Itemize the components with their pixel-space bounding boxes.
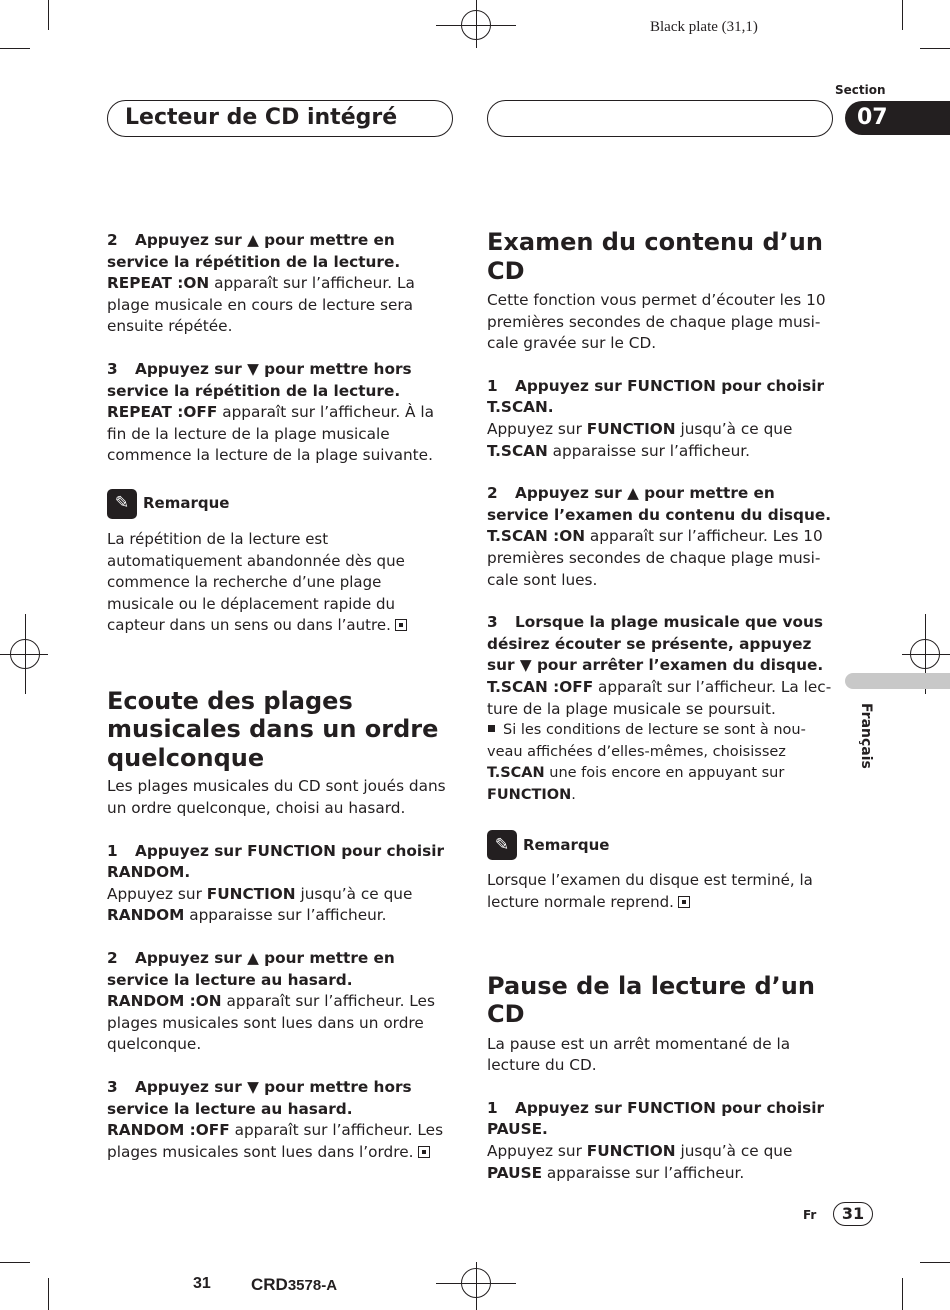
end-mark-icon xyxy=(678,896,690,908)
pencil-icon: ✎ xyxy=(107,489,137,519)
section-label: Section xyxy=(835,83,886,97)
section-intro: La pause est un arrêt momentané de la lecture du CD. xyxy=(487,1034,791,1075)
step-body: REPEAT :ON apparaît sur l’afficheur. La plage musicale en cours de lecture sera ensuite répétée. xyxy=(107,274,415,336)
step-title: 1 Appuyez sur FUNCTION pour choisir PAUSE. xyxy=(487,1098,825,1139)
crop-mark xyxy=(920,1262,950,1263)
step-title: 2 Appuyez sur ▲ pour mettre en service la lecture au hasard. xyxy=(107,948,395,989)
section-number: 07 xyxy=(845,101,950,135)
note-text: Lorsque l’examen du disque est terminé, la lecture normale reprend. xyxy=(487,871,813,912)
step-body: Appuyez sur FUNCTION jusqu’à ce que PAUSE apparaisse sur l’afficheur. xyxy=(487,1142,793,1182)
crop-mark xyxy=(48,1278,49,1310)
step-title: 3 Lorsque la plage musicale que vous désirez écouter se présente, appuyez sur ▼ pour arrêter l’examen du disque. xyxy=(487,613,824,675)
step-body: Appuyez sur FUNCTION jusqu’à ce que RANDOM apparaisse sur l’afficheur. xyxy=(107,884,413,925)
registration-line xyxy=(0,654,48,655)
step-title: 1 Appuyez sur FUNCTION pour choisir T.SCAN. xyxy=(487,376,825,417)
note-header: ✎ Remarque xyxy=(487,830,833,860)
right-column xyxy=(487,228,833,1184)
crop-mark xyxy=(902,0,903,30)
crop-mark xyxy=(0,1262,30,1263)
step-body: T.SCAN :ON apparaît sur l’afficheur. Les 10 premières secondes de chaque plage musicale sont lues. xyxy=(487,527,823,589)
page-number: 31 xyxy=(833,1202,873,1226)
language-label: Français xyxy=(858,703,874,769)
end-mark-icon xyxy=(418,1146,430,1158)
step-title: 2 Appuyez sur ▲ pour mettre en service la répétition de la lecture. xyxy=(107,231,401,271)
header-empty-frame xyxy=(487,100,833,137)
step-body: T.SCAN :OFF apparaît sur l’afficheur. La lecture de la plage musicale se poursuit. xyxy=(487,677,832,718)
pencil-icon: ✎ xyxy=(487,830,517,860)
left-column xyxy=(107,230,453,1163)
note-text: La répétition de la lecture est automatiquement abandonnée dès que commence la recherche d’une plage musicale ou le déplacement rapide du capteur dans un sens ou dans l’autre. xyxy=(107,529,453,637)
step-body: RANDOM :ON apparaît sur l’afficheur. Les plages musicales sont lues dans un ordre quelconque. xyxy=(107,992,435,1054)
registration-line xyxy=(902,654,950,655)
end-mark-icon xyxy=(395,619,407,631)
crop-mark xyxy=(902,1278,903,1310)
language-tab xyxy=(845,673,950,689)
bullet-note: Si les conditions de lecture se sont à nouveau affichées d’elles-mêmes, choisissez T.SCAN une fois encore en appuyant sur FUNCTION. xyxy=(487,722,806,803)
step-title: 3 Appuyez sur ▼ pour mettre hors service la lecture au hasard. xyxy=(107,1077,412,1118)
registration-line xyxy=(25,614,26,694)
footer-page: 31 xyxy=(193,1275,211,1292)
section-heading: Examen du contenu d’un CD xyxy=(487,228,823,285)
step-body: REPEAT :OFF apparaît sur l’afficheur. À la fin de la lecture de la plage musicale commence la lecture de la plage suivante. xyxy=(107,403,434,465)
step-title: 2 Appuyez sur ▲ pour mettre en service l’examen du contenu du disque. xyxy=(487,484,832,524)
step-body: Appuyez sur FUNCTION jusqu’à ce que T.SCAN apparaisse sur l’afficheur. xyxy=(487,419,793,460)
crop-mark xyxy=(48,0,49,30)
section-intro: Cette fonction vous permet d’écouter les 10 premières secondes de chaque plage musicale gravée sur le CD. xyxy=(487,291,826,353)
bullet-icon xyxy=(488,725,495,732)
crop-mark xyxy=(920,48,950,49)
step-title: 3 Appuyez sur ▼ pour mettre hors service la répétition de la lecture. xyxy=(107,359,412,400)
crop-mark xyxy=(0,48,30,49)
chapter-title: Lecteur de CD intégré xyxy=(107,100,453,137)
section-heading: Ecoute des plages musicales dans un ordre quelconque xyxy=(107,686,439,772)
footer-model: CRD3578-A xyxy=(251,1275,338,1294)
registration-line xyxy=(476,1262,477,1310)
section-intro: Les plages musicales du CD sont joués dans un ordre quelconque, choisi au hasard. xyxy=(107,777,446,817)
section-heading: Pause de la lecture d’un CD xyxy=(487,971,815,1029)
page-language: Fr xyxy=(803,1208,817,1222)
step-body: RANDOM :OFF apparaît sur l’afficheur. Les plages musicales sont lues dans l’ordre. xyxy=(107,1121,444,1161)
registration-line xyxy=(476,0,477,48)
step-title: 1 Appuyez sur FUNCTION pour choisir RANDOM. xyxy=(107,841,445,882)
note-header: ✎ Remarque xyxy=(107,489,453,519)
plate-label: Black plate (31,1) xyxy=(650,19,758,35)
